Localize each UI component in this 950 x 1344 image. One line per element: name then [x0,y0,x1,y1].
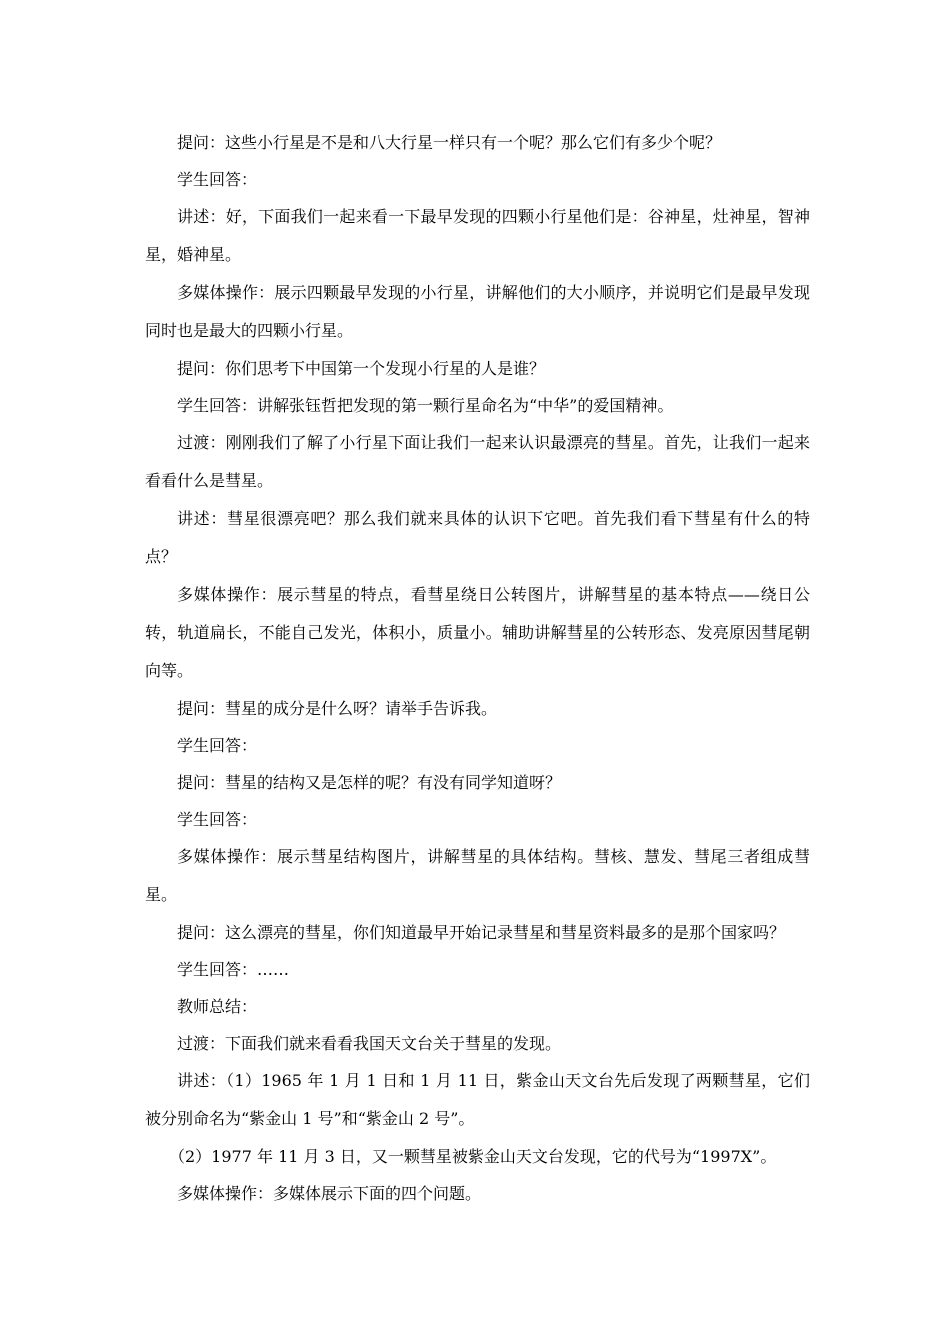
paragraph-multimedia-four-questions: 多媒体操作：多媒体展示下面的四个问题。 [177,1184,482,1203]
paragraph-question-comet-structure: 提问：彗星的结构又是怎样的呢？有没有同学知道呀？ [177,773,562,792]
paragraph-multimedia-comet-structure: 多媒体操作：展示彗星结构图片，讲解彗星的具体结构。彗核、慧发、彗尾三者组成彗星。 [145,847,810,904]
paragraph-question-comet-composition: 提问：彗星的成分是什么呀？请举手告诉我。 [177,699,498,718]
paragraph-student-answer: 学生回答： [177,170,258,189]
paragraph-comet-1977: （2）1977 年 11 月 3 日，又一颗彗星被紫金山天文台发现，它的代号为“1997X”。 [169,1147,777,1166]
paragraph-multimedia-four-asteroids: 多媒体操作：展示四颗最早发现的小行星，讲解他们的大小顺序，并说明它们是最早发现同时也是最大的四颗小行星。 [145,283,810,340]
paragraph-narration-zijinshan: 讲述：（1）1965 年 1 月 1 日和 1 月 11 日，紫金山天文台先后发现了两颗彗星，它们被分别命名为“紫金山 1 号”和“紫金山 2 号”。 [145,1071,810,1128]
paragraph-question-first-discoverer: 提问：你们思考下中国第一个发现小行星的人是谁？ [177,359,546,378]
paragraph-student-answer: 学生回答： [177,810,258,829]
paragraph-transition-observatory: 过渡：下面我们就来看看我国天文台关于彗星的发现。 [177,1034,562,1053]
paragraph-question-asteroid-count: 提问：这些小行星是不是和八大行星一样只有一个呢？那么它们有多少个呢？ [177,133,722,152]
paragraph-narration-comet-features: 讲述：彗星很漂亮吧？那么我们就来具体的认识下它吧。首先我们看下彗星有什么的特点？ [145,509,810,566]
paragraph-student-answer-zhang: 学生回答：讲解张钰哲把发现的第一颗行星命名为“中华”的爱国精神。 [177,396,674,415]
paragraph-multimedia-comet-features: 多媒体操作：展示彗星的特点，看彗星绕日公转图片，讲解彗星的基本特点——绕日公转，轨道扁长，不能自己发光，体积小，质量小。辅助讲解彗星的公转形态、发亮原因彗尾朝向等。 [145,585,810,680]
paragraph-narration-four-asteroids: 讲述：好，下面我们一起来看一下最早发现的四颗小行星他们是：谷神星，灶神星，智神星，婚神星。 [145,207,810,264]
paragraph-student-answer: 学生回答： [177,736,258,755]
paragraph-teacher-summary: 教师总结： [177,997,258,1016]
paragraph-transition-comet: 过渡：刚刚我们了解了小行星下面让我们一起来认识最漂亮的彗星。首先，让我们一起来看看什么是彗星。 [145,433,810,490]
paragraph-student-answer-ellipsis: 学生回答：…… [177,960,290,979]
paragraph-question-comet-records: 提问：这么漂亮的彗星，你们知道最早开始记录彗星和彗星资料最多的是那个国家吗？ [177,923,786,942]
document-body [145,124,810,1212]
